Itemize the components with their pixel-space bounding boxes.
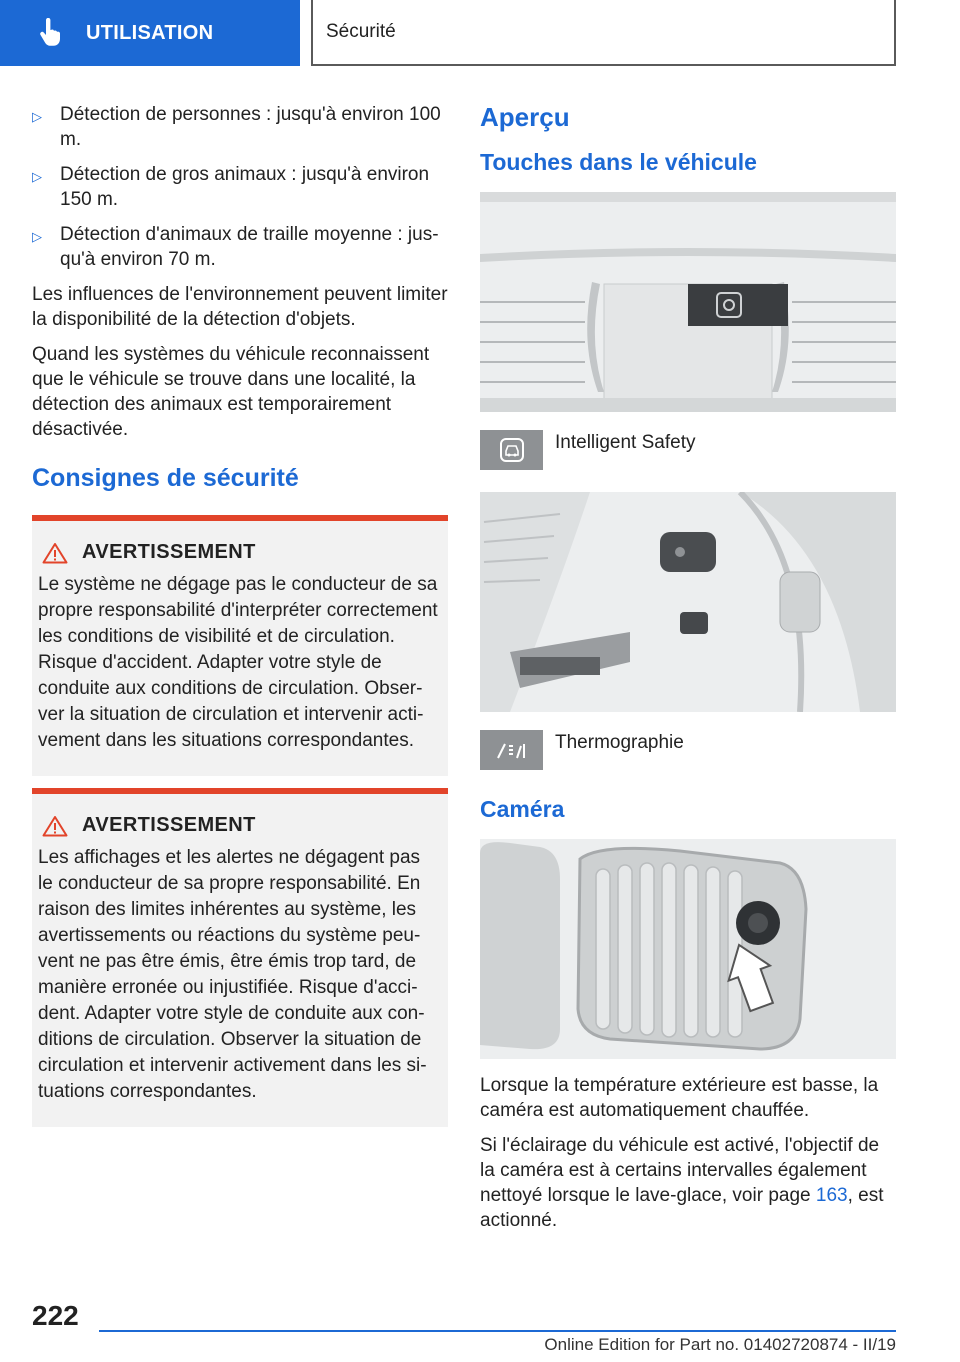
list-item xyxy=(32,162,448,212)
chapter-tab[interactable] xyxy=(0,0,300,66)
triangle-bullet-icon: ▷ xyxy=(32,169,42,184)
list-item xyxy=(32,222,448,272)
paragraph-text: , est actionné. xyxy=(480,1185,884,1231)
page-reference-link[interactable]: 163 xyxy=(815,1185,848,1206)
paragraph-text: Si l'éclairage du véhicule est activé, l'objectif de la caméra est à certains intervalles également nettoyé lorsque le lave-glace, voir page xyxy=(480,1135,880,1206)
page-number: 222 xyxy=(32,1300,79,1331)
triangle-bullet-icon: ▷ xyxy=(32,229,42,244)
section-tab xyxy=(311,0,896,66)
list-item-text: Détection de gros animaux : jusqu'à environ 150 m. xyxy=(60,164,430,210)
hand-pointer-icon xyxy=(36,18,66,48)
warning-triangle-icon xyxy=(42,542,68,564)
warning-text: Le système ne dégage pas le conducteur de sa propre responsabilité d'interpréter correctement les conditions de visibilité et de circulation. Risque d'accident. Adapter votre style de conduite aux conditions de circulation. Observer la situation de circulation et intervenir activement dans les situations correspondantes. xyxy=(38,574,438,751)
edition-text: Online Edition for Part no. 01402720874 - II/19 xyxy=(544,1335,896,1354)
paragraph: Les influences de l'environnement peuvent limiter la disponibilité de la détection d'objets. xyxy=(32,284,448,330)
warning-title: AVERTISSEMENT xyxy=(82,541,256,563)
paragraph: Quand les systèmes du véhicule reconnaissent que le véhicule se trouve dans une localité, la détection des animaux est temporairement désactivée. xyxy=(32,344,430,440)
list-item-text: Détection de personnes : jusqu'à environ 100 m. xyxy=(60,104,441,150)
chapter-label: UTILISATION xyxy=(86,21,214,44)
steering-column-illustration xyxy=(480,492,896,712)
paragraph xyxy=(480,1133,896,1233)
warning-box xyxy=(32,515,448,776)
list-item-text: Détection d'animaux de traille moyenne : jusqu'à environ 70 m. xyxy=(60,224,439,270)
warning-triangle-icon xyxy=(42,815,68,837)
camera-grille-illustration xyxy=(480,839,896,1059)
triangle-bullet-icon: ▷ xyxy=(32,109,42,124)
warning-title-row xyxy=(38,814,440,837)
warning-title: AVERTISSEMENT xyxy=(82,814,256,836)
left-column xyxy=(32,102,448,1137)
list-item xyxy=(32,102,448,152)
right-column xyxy=(480,102,896,1243)
page-header xyxy=(0,0,960,66)
subsection-heading: Touches dans le véhicule xyxy=(480,149,757,175)
button-row-thermography xyxy=(480,730,896,770)
section-heading: Aperçu xyxy=(480,102,570,132)
warning-text: Les affichages et les alertes ne dégagent pas le conducteur de sa propre responsabilité. En raison des limites inhérentes au système, les avertissements ou réactions du système peuvent ne pas être émis, être émis trop tard, de manière erronée ou injustifiée. Risque d'accident. Adapter votre style de conduite aux conditions de circulation. Observer la situation de circulation et intervenir activement dans les situations correspondantes. xyxy=(38,847,427,1102)
button-label: Intelligent Safety xyxy=(555,432,696,453)
dashboard-buttons-illustration xyxy=(480,192,896,412)
paragraph: Lorsque la température extérieure est basse, la caméra est automatiquement chauffée. xyxy=(480,1075,879,1121)
intelligent-safety-button-icon xyxy=(480,430,543,470)
footer-divider xyxy=(99,1330,896,1332)
section-label: Sécurité xyxy=(326,21,396,42)
section-heading: Consignes de sécurité xyxy=(32,464,299,492)
warning-title-row xyxy=(38,541,440,564)
subsection-heading: Caméra xyxy=(480,796,565,822)
warning-box xyxy=(32,788,448,1127)
button-row-intelligent-safety xyxy=(480,430,896,470)
thermography-button-icon xyxy=(480,730,543,770)
button-label: Thermographie xyxy=(555,732,684,753)
